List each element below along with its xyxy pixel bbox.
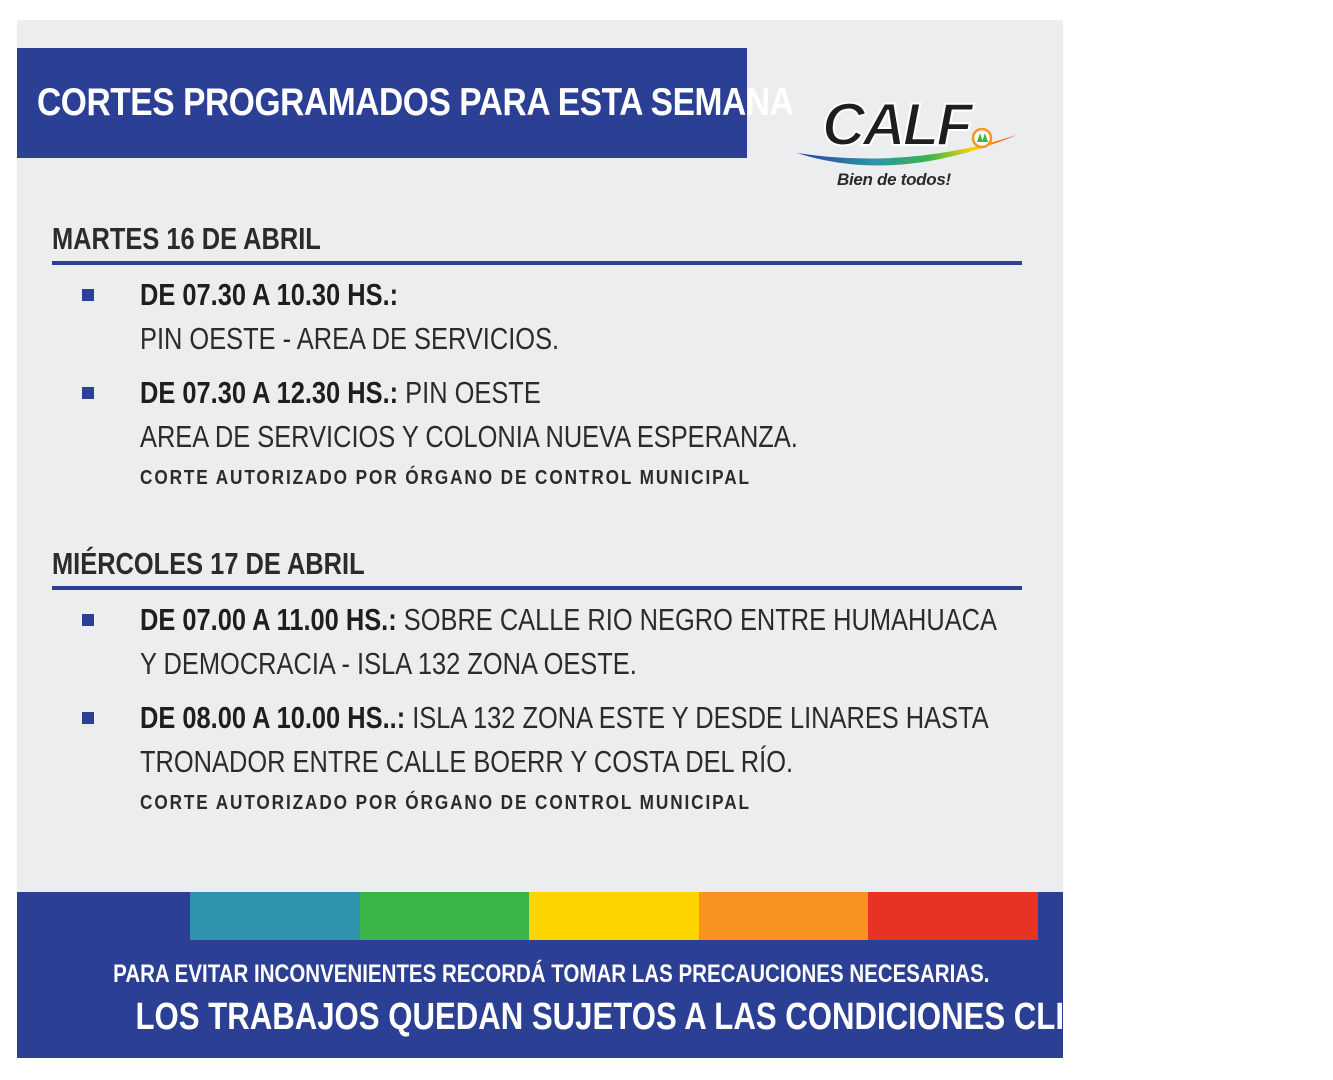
bullet-square-icon	[82, 387, 94, 399]
stripe-orange	[699, 892, 869, 940]
schedule-time: DE 07.00 A 11.00 HS.:	[140, 602, 397, 637]
day-section-martes	[52, 220, 1022, 489]
stripe-teal	[190, 892, 360, 940]
title-banner	[17, 48, 794, 158]
bullet-square-icon	[82, 289, 94, 301]
color-stripes	[190, 892, 1038, 940]
schedule-line-1	[140, 600, 997, 640]
stripe-yellow	[529, 892, 699, 940]
logo-tagline: Bien de todos!	[837, 170, 951, 189]
schedule-line-1	[140, 275, 398, 315]
day-divider	[52, 586, 1022, 590]
schedule-text: SOBRE CALLE RIO NEGRO ENTRE HUMAHUACA	[396, 602, 998, 637]
footer-warning	[17, 996, 1215, 1039]
stripe-red	[868, 892, 1038, 940]
svg-text:CALF: CALF	[822, 91, 970, 158]
footer-warning-text: LOS TRABAJOS QUEDAN SUJETOS A LAS CONDICIONES CLIMÁTICAS.	[135, 996, 1215, 1038]
schedule-line-2: Y DEMOCRACIA - ISLA 132 ZONA OESTE.	[140, 646, 637, 681]
day-heading: MIÉRCOLES 17 DE ABRIL	[52, 546, 365, 581]
schedule-text: PIN OESTE	[398, 375, 541, 410]
schedule-time: DE 07.30 A 10.30 HS.:	[140, 277, 399, 312]
bullet-square-icon	[82, 712, 94, 724]
schedule-time: DE 07.30 A 12.30 HS.:	[140, 375, 399, 410]
stripe-green	[360, 892, 530, 940]
schedule-line-2: PIN OESTE - AREA DE SERVICIOS.	[140, 321, 560, 356]
day-heading: MARTES 16 DE ABRIL	[52, 221, 321, 256]
footer-advice	[17, 960, 1063, 989]
footer-banner	[17, 892, 1215, 1058]
schedule-line-1	[140, 373, 541, 413]
schedule-line-1	[140, 698, 989, 738]
schedule-line-2: TRONADOR ENTRE CALLE BOERR Y COSTA DEL RÍO.	[140, 744, 794, 779]
schedule-text: ISLA 132 ZONA ESTE Y DESDE LINARES HASTA	[405, 700, 989, 735]
bullet-square-icon	[82, 614, 94, 626]
page-title: CORTES PROGRAMADOS PARA ESTA SEMANA	[37, 81, 794, 124]
schedule-time: DE 08.00 A 10.00 HS..:	[140, 700, 406, 735]
footer-advice-text: PARA EVITAR INCONVENIENTES RECORDÁ TOMAR LAS PRECAUCIONES NECESARIAS.	[113, 960, 990, 988]
schedule-line-2: AREA DE SERVICIOS Y COLONIA NUEVA ESPERANZA.	[140, 419, 798, 454]
day-divider	[52, 261, 1022, 265]
authorization-note: CORTE AUTORIZADO POR ÓRGANO DE CONTROL MUNICIPAL	[140, 792, 751, 814]
authorization-note: CORTE AUTORIZADO POR ÓRGANO DE CONTROL MUNICIPAL	[140, 467, 751, 489]
announcement-card	[17, 20, 1215, 1058]
day-section-miercoles	[52, 545, 1022, 814]
